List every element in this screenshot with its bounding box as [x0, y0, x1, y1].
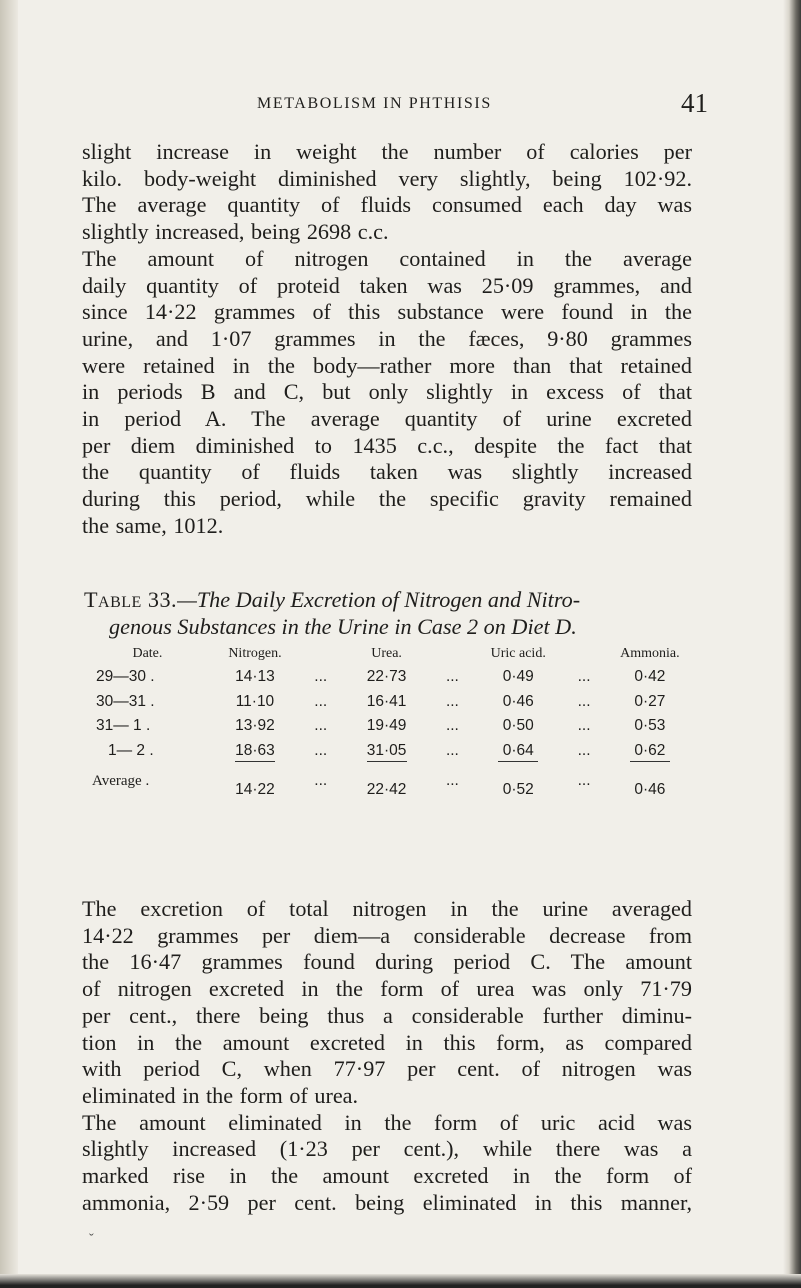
leader-dots: ... [577, 692, 591, 710]
text-line: ammonia, 2·59 per cent. being eliminated in this manner, [82, 1189, 692, 1215]
cell-date: 29—30 [96, 668, 146, 686]
leader-dots: ... [314, 668, 328, 686]
leader-dots: ... [445, 692, 459, 710]
cell-ammonia: 0·62 [634, 741, 666, 759]
leader-dots: ... [577, 772, 591, 789]
paragraph-1 [82, 139, 692, 540]
leader-dots: ... [445, 668, 459, 686]
sum-rule [630, 761, 670, 762]
text-line: slight increase in weight the number of calories per [82, 139, 692, 164]
cell-uric-acid: 0·49 [502, 668, 534, 686]
average-ammonia: 0·46 [634, 781, 666, 798]
text-line: since 14·22 grammes of this substance were found in the [82, 299, 692, 325]
text-line: The average quantity of fluids consumed each day was [82, 192, 692, 218]
text-line: urine, and 1·07 grammes in the fæces, 9·80 grammes [82, 325, 692, 351]
table-label: Table 33. [84, 587, 178, 612]
leader-dots: ... [577, 717, 591, 735]
leader-dots: ... [577, 668, 591, 686]
table-header-row [92, 646, 692, 665]
leader-dots: ... [445, 717, 459, 735]
text-line: marked rise in the amount excreted in the form of [82, 1163, 692, 1189]
cell-ammonia: 0·27 [634, 692, 666, 710]
leader-dots: ... [314, 772, 328, 789]
sum-rule [235, 761, 275, 762]
running-head [257, 89, 707, 119]
page-gutter-left [0, 0, 18, 1288]
text-line: slightly increased (1·23 per cent.), while there was a [82, 1136, 692, 1162]
text-line: the same, 1012. [82, 512, 224, 538]
text-line: The excretion of total nitrogen in the urine averaged [82, 896, 692, 921]
table-row: 1— 2 . 18·63 ... 31·05 ... 0·64 ... 0·62 [92, 739, 692, 764]
leader-dots: ... [445, 772, 459, 789]
leader-dots: ... [445, 741, 459, 759]
text-line: daily quantity of proteid taken was 25·09 grammes, and [82, 272, 692, 298]
average-urea: 22·42 [366, 781, 407, 798]
text-line: during this period, while the specific gravity remained [82, 486, 692, 512]
text-line: eliminated in the form of urea. [82, 1082, 359, 1108]
cell-uric-acid: 0·46 [502, 692, 534, 710]
paragraph-2 [82, 896, 692, 1216]
leader-dots: ... [314, 692, 328, 710]
table-row: 30—31 . 11·10 ... 16·41 ... 0·46 ... 0·27 [92, 690, 692, 715]
cell-date: 31— 1 [96, 717, 142, 735]
average-label: Average [92, 772, 142, 789]
cell-uric-acid: 0·50 [502, 717, 534, 735]
text-line: The amount of nitrogen contained in the average [82, 245, 692, 271]
header-uric-acid: Uric acid. [490, 646, 546, 661]
text-line: tion in the amount excreted in this form, as compared [82, 1029, 692, 1055]
text-line: in period A. The average quantity of urine excreted [82, 406, 692, 432]
cell-ammonia: 0·42 [634, 668, 666, 686]
cell-nitrogen: 14·13 [235, 668, 275, 686]
cell-ammonia: 0·53 [634, 717, 666, 735]
cell-uric-acid: 0·64 [502, 741, 534, 759]
page-number: 41 [681, 88, 708, 118]
leader-dots: ... [577, 741, 591, 759]
page-edge-right [783, 0, 801, 1288]
excretion-table [92, 646, 692, 799]
text-line: in periods B and C, but only slightly in excess of that [82, 379, 692, 405]
cell-nitrogen: 18·63 [235, 741, 275, 759]
cell-urea: 22·73 [366, 668, 407, 686]
leader-dots: ... [314, 741, 328, 759]
table-row: 29—30 . 14·13 ... 22·73 ... 0·49 ... 0·42 [92, 665, 692, 690]
header-nitrogen: Nitrogen. [228, 646, 282, 661]
average-uric-acid: 0·52 [502, 781, 534, 798]
cell-nitrogen: 11·10 [235, 692, 275, 710]
table-title-part2: genous Substances in the Urine in Case 2 on Diet D. [109, 614, 577, 639]
table-average-row: Average . 14·22 ... 22·42 ... 0·52 ... 0·46 [92, 763, 692, 799]
margin-mark: ˇ [89, 1232, 94, 1247]
table-row: 31— 1 . 13·92 ... 19·49 ... 0·50 ... 0·53 [92, 714, 692, 739]
cell-urea: 31·05 [366, 741, 407, 759]
text-line: slightly increased, being 2698 c.c. [82, 219, 389, 245]
leader-dots: ... [314, 717, 328, 735]
table-title-part1: —The Daily Excretion of Nitrogen and Nitro- [177, 587, 581, 612]
text-line: of nitrogen excreted in the form of urea was only 71·79 [82, 976, 692, 1002]
text-line: were retained in the body—rather more than that retained [82, 352, 692, 378]
header-ammonia: Ammonia. [620, 646, 680, 661]
header-date: Date. [132, 646, 163, 661]
text-line: with period C, when 77·97 per cent. of nitrogen was [82, 1056, 692, 1082]
text-line: per diem diminished to 1435 c.c., despite the fact that [82, 432, 692, 458]
text-line: per cent., there being thus a considerable further diminu- [82, 1002, 692, 1028]
cell-date: 30—31 [96, 692, 146, 710]
cell-urea: 16·41 [366, 692, 407, 710]
average-nitrogen: 14·22 [235, 781, 275, 798]
cell-nitrogen: 13·92 [235, 717, 275, 735]
text-line: 14·22 grammes per diem—a considerable decrease from [82, 922, 692, 948]
page-edge-bottom [0, 1274, 801, 1288]
cell-date: 1— 2 [108, 741, 146, 759]
sum-rule [498, 761, 538, 762]
text-line: kilo. body-weight diminished very slightly, being 102·92. [82, 165, 692, 191]
header-urea: Urea. [371, 646, 402, 661]
running-head-title: METABOLISM IN PHTHISIS [257, 95, 492, 112]
cell-urea: 19·49 [366, 717, 407, 735]
text-line: the 16·47 grammes found during period C. The amount [82, 949, 692, 975]
text-line: the quantity of fluids taken was slightly increased [82, 459, 692, 485]
sum-rule [367, 761, 407, 762]
text-line: The amount eliminated in the form of uric acid was [82, 1109, 692, 1135]
table-caption [84, 586, 694, 640]
